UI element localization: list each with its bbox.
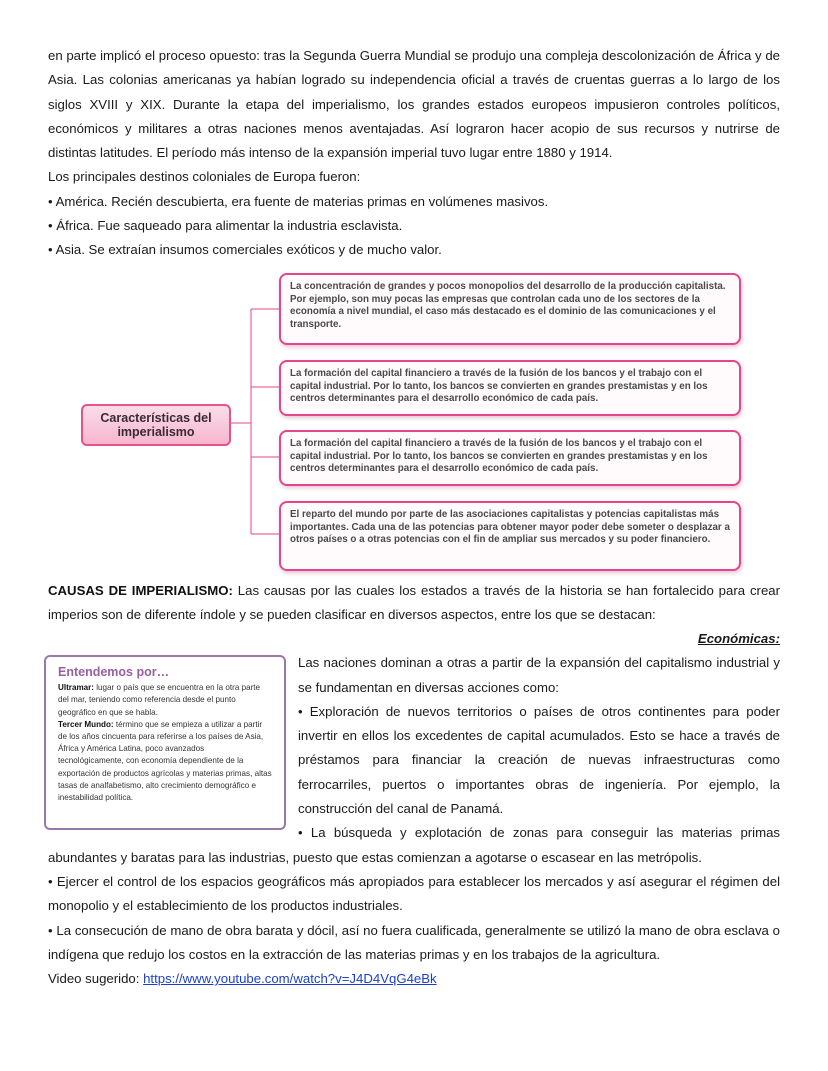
glossary-def-ultramar: lugar o país que se encuentra en la otra parte del mar, teniendo como referencia desde el punto geográfico en que se habla.	[58, 683, 261, 717]
causas-paragraph	[48, 579, 780, 628]
characteristic-box-3: La formación del capital financiero a través de la fusión de los bancos y el trabajo con el capital industrial. Por lo tanto, los bancos se convierten en grandes prestamistas y en los centros determinantes para el desarrollo económico de cada país.	[279, 430, 741, 486]
intro-paragraph: en parte implicó el proceso opuesto: tras la Segunda Guerra Mundial se produjo una compleja descolonización de África y de Asia. Las colonias americanas ya habían logrado su independencia oficial a través de cruentas guerras a lo largo de los siglos XVIII y XIX. Durante la etapa del imperialismo, los grandes estados europeos impusieron controles políticos, económicos y militares a otras naciones menos aventajadas. Así lograron hacer acopio de sus recursos y nutrirse de distintas latitudes. El período más intenso de la expansión imperial tuvo lugar entre 1880 y 1914.	[48, 48, 780, 161]
video-label: Video sugerido:	[48, 971, 144, 987]
causas-text: Las causas por las cuales los estados a través de la historia se han fortalecido para crear imperios son de diferente índole y se pueden clasificar en diversos aspectos, entre los que se destacan:	[48, 582, 781, 622]
characteristic-box-1: La concentración de grandes y pocos monopolios del desarrollo de la producción capitalista. Por ejemplo, son muy pocas las empresas que controlan cada uno de los sectores de la economía a nivel mundial, el caso más destacado es el dominio de las comunicaciones y el transporte.	[279, 273, 741, 345]
destino-item-asia: • Asia. Se extraían insumos comerciales exóticos y de mucho valor.	[48, 238, 780, 262]
characteristic-box-4: El reparto del mundo por parte de las asociaciones capitalistas y potencias capitalistas más importantes. Cada una de las potencias para obtener mayor poder debe someter o desplazar a otros países o a otras potencias con el fin de ampliar sus mercados y su poder financiero.	[279, 501, 741, 571]
glossary-title: Entendemos por…	[58, 665, 170, 680]
economicas-section	[48, 651, 780, 991]
economicas-bullet-3: • Ejercer el control de los espacios geográficos más apropiados para establecer los mercados y así asegurar el régimen del monopolio y el establecimiento de los productos industriales.	[48, 870, 780, 919]
glossary-box	[44, 655, 286, 830]
glossary-term-ultramar: Ultramar:	[58, 683, 94, 693]
main-concept-box: Características del imperialismo	[81, 404, 231, 446]
document-page	[48, 44, 780, 991]
destino-item-africa: • África. Fue saqueado para alimentar la industria esclavista.	[48, 214, 780, 238]
destinos-heading: Los principales destinos coloniales de Europa fueron:	[48, 169, 361, 185]
economicas-label: Económicas:	[697, 631, 780, 647]
economicas-bullet-1: • Exploración de nuevos territorios o países de otros continentes para poder invertir en ellos los excedentes de capital acumulados. Esto se hace a través de préstamos para financiar la creación de nuevas infraestructuras como ferrocarriles, puertos o importantes obras de ingeniería. Por ejemplo, la construcción del canal de Panamá.	[48, 700, 780, 821]
causas-heading: CAUSAS DE IMPERIALISMO:	[48, 582, 233, 598]
characteristic-box-2: La formación del capital financiero a través de la fusión de los bancos y el trabajo con el capital industrial. Por lo tanto, los bancos se convierten en grandes prestamistas y en los centros determinantes para el desarrollo económico de cada país.	[279, 360, 741, 416]
concept-map	[48, 271, 780, 573]
economicas-bullet-2: • La búsqueda y explotación de zonas para conseguir las materias primas abundantes y baratas para las industrias, puesto que estas comienzan a agotarse o escasear en las metrópolis.	[48, 821, 780, 870]
glossary-term-tercer-mundo: Tercer Mundo:	[58, 719, 114, 729]
glossary-entries	[58, 682, 272, 804]
glossary-def-tercer-mundo: término que se empieza a utilizar a partir de los años cincuenta para referirse a los países de Asia, África y América Latina, poco avanzados tecnológicamente, con economía dependiente de la exportación de productos agrícolas y materias primas, altas tasas de analfabetismo, alto crecimiento demográfico e inestabilidad política.	[58, 719, 272, 803]
destino-item-america: • América. Recién descubierta, era fuente de materias primas en volúmenes masivos.	[48, 190, 780, 214]
economicas-bullet-4: • La consecución de mano de obra barata y dócil, así no fuera cualificada, generalmente se utilizó la mano de obra esclava o indígena que redujo los costos en la extracción de las materias primas y en los trabajos de la agricultura.	[48, 919, 780, 968]
economicas-intro: Las naciones dominan a otras a partir de la expansión del capitalismo industrial y se fundamentan en diversas acciones como:	[298, 655, 780, 695]
video-line	[48, 967, 780, 991]
video-link[interactable]: https://www.youtube.com/watch?v=J4D4VqG4eBk	[143, 971, 437, 987]
